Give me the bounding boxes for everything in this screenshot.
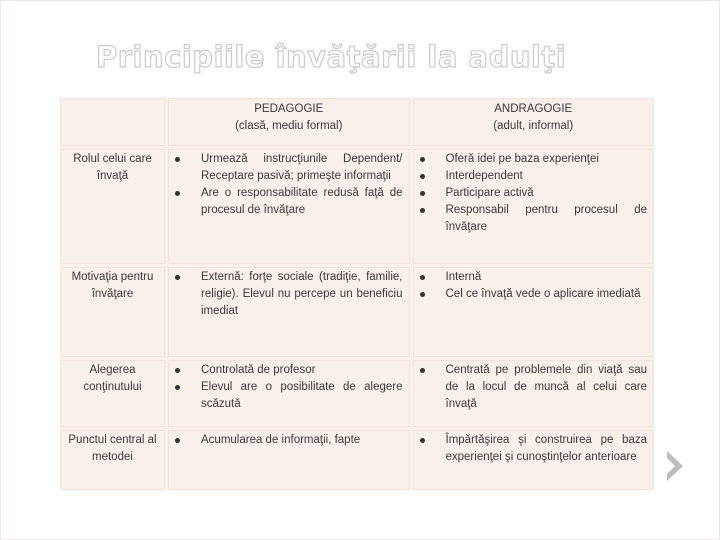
comparison-table: [60, 98, 654, 490]
list-item: Elevul are o posibilitate de alegere scăzută: [201, 379, 403, 413]
row-label-method-focus: Punctul central al metodei: [60, 430, 165, 490]
pedagogie-content-choice: [168, 360, 410, 427]
list-item: Responsabil pentru procesul de învăţare: [446, 202, 648, 236]
chevron-right-icon: [664, 449, 686, 483]
list-item: Interdependent: [446, 168, 648, 185]
andragogie-method-focus: [413, 430, 655, 490]
header-pedagogie-name: PEDAGOGIE: [254, 103, 324, 115]
list-item: Participare activă: [446, 185, 648, 202]
list-item: Cel ce învaţă vede o aplicare imediată: [446, 286, 648, 303]
header-andragogie-name: ANDRAGOGIE: [494, 103, 573, 115]
list-item: Centrată pe problemele din viaţă sau de la locul de muncă al celui care învaţă: [446, 362, 648, 413]
row-label-learner-role: Rolul celui care învaţă: [60, 149, 165, 264]
header-corner: [60, 98, 165, 146]
header-andragogie: [413, 98, 655, 146]
header-andragogie-sub: (adult, informal): [493, 120, 574, 132]
row-label-content-choice: Alegerea conţinutului: [60, 360, 165, 427]
pedagogie-learner-role: [168, 149, 410, 264]
list-item: Are o responsabilitate redusă faţă de procesul de învăţare: [201, 185, 403, 219]
list-item: Acumularea de informaţii, fapte: [201, 432, 403, 449]
list-item: Oferă idei pe baza experienţei: [446, 151, 648, 168]
header-pedagogie: [168, 98, 410, 146]
pedagogie-method-focus: [168, 430, 410, 490]
list-item: Internă: [446, 269, 648, 286]
andragogie-learner-role: [413, 149, 655, 264]
list-item: Împărtăşirea şi construirea pe baza experienţei şi cunoştinţelor anterioare: [446, 432, 648, 466]
next-slide-button[interactable]: [660, 442, 690, 490]
list-item: Controlată de profesor: [201, 362, 403, 379]
andragogie-motivation: [413, 267, 655, 357]
list-item: Externă: forţe sociale (tradiţie, familie, religie). Elevul nu percepe un beneficiu imediat: [201, 269, 403, 320]
andragogie-content-choice: [413, 360, 655, 427]
pedagogie-motivation: [168, 267, 410, 357]
slide-title: Principiile învăţării la adulţi: [96, 40, 567, 74]
header-pedagogie-sub: (clasă, mediu formal): [235, 120, 343, 132]
list-item: Urmează instrucţiunile Dependent/ Receptare pasivă; primeşte informaţii: [201, 151, 403, 185]
row-label-motivation: Motivaţia pentru învăţare: [60, 267, 165, 357]
